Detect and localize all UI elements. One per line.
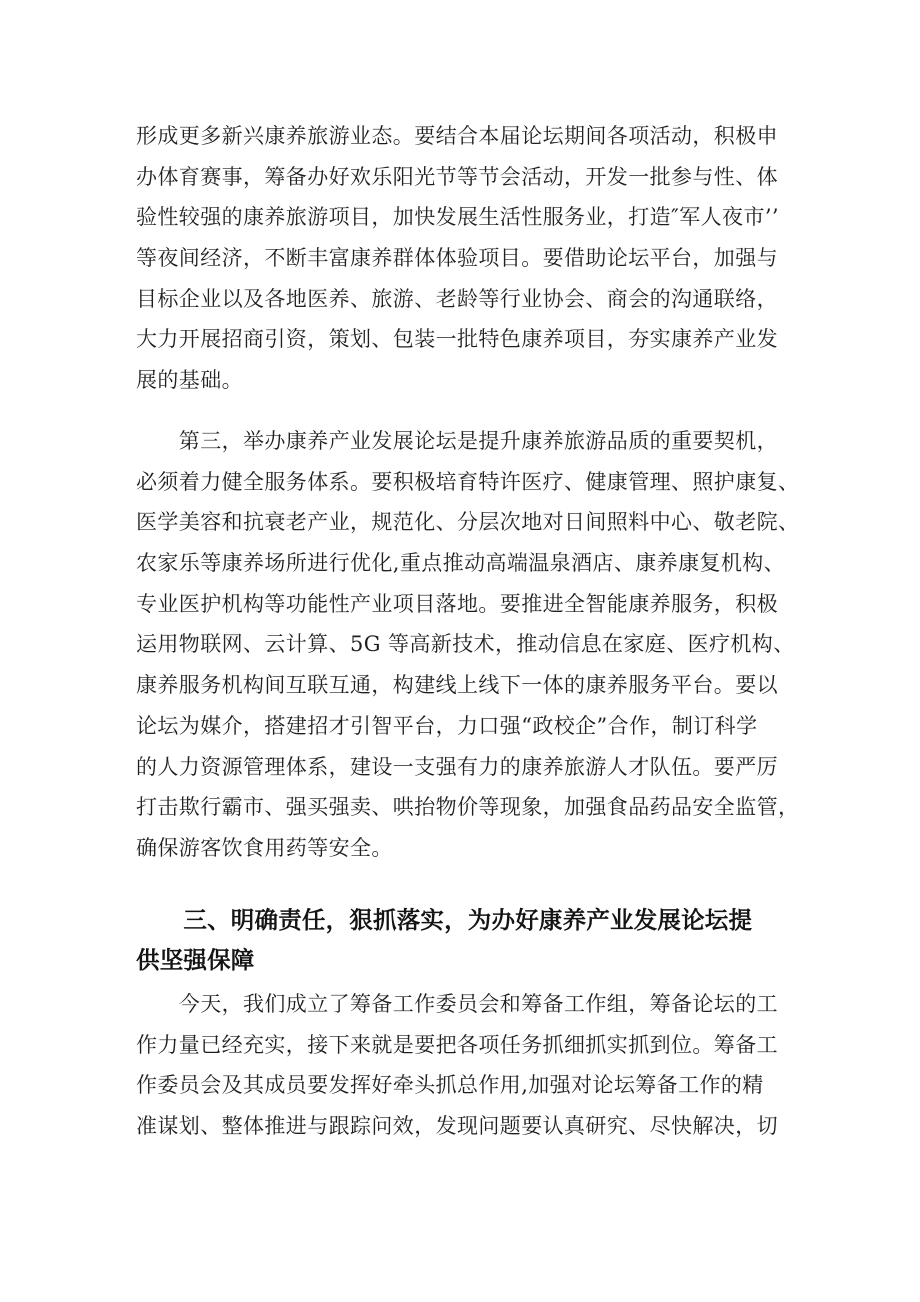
text-line: 目标企业以及各地医养、旅游、老龄等行业协会、商会的沟通联络，: [136, 286, 778, 311]
heading-line: 三、明确责任，狠抓落实，为办好康养产业发展论坛提: [136, 906, 753, 934]
text-line: 的人力资源管理体系，建设一支强有力的康养旅游人才队伍。要严厉: [136, 754, 778, 779]
text-line: 必须着力健全服务体系。要积极培育特许医疗、健康管理、照护康复、: [136, 469, 800, 494]
text-line: 作力量已经充实，接下来就是要把各项任务抓细抓实抓到位。筹备工: [136, 1032, 778, 1057]
text-line: 办体育赛事，筹备办好欢乐阳光节等节会活动，开发一批参与性、体: [136, 164, 778, 189]
text-line: 今天，我们成立了筹备工作委员会和筹备工作组，筹备论坛的工: [136, 992, 778, 1016]
text-line: 等夜间经济，不断丰富康养群体体验项目。要借助论坛平台，加强与: [136, 246, 778, 271]
text-line: 康养服务机构间互联互通，构建线上线下一体的康养服务平台。要以: [136, 673, 778, 698]
text-line: 打击欺行霸市、强买强卖、哄抬物价等现象，加强食品药品安全监管，: [136, 795, 800, 820]
text-line: 作委员会及其成员要发挥好牵头抓总作用,加强对论坛筹备工作的精: [136, 1073, 764, 1098]
text-line: 论坛为媒介，搭建招才引智平台，力口强“政校企”合作，制订科学: [136, 713, 758, 738]
text-line: 确保游客饮食用药等安全。: [136, 835, 393, 860]
text-line: 运用物联网、云计算、5G 等高新技术，推动信息在家庭、医疗机构、: [136, 632, 795, 657]
text-line: 医学美容和抗衰老产业，规范化、分层次地对日间照料中心、敬老院、: [136, 510, 800, 535]
section-heading: [136, 900, 816, 980]
paragraph-continuation: [136, 116, 806, 401]
heading-line: 供坚强保障: [136, 946, 255, 974]
text-line: 准谋划、整体推进与跟踪问效，发现问题要认真研究、尽快解决，切: [136, 1114, 778, 1139]
text-line: 验性较强的康养旅游项目，加快发展生活性服务业，打造″军人夜市’’: [136, 205, 779, 230]
paragraph-today: [136, 984, 806, 1147]
text-line: 农家乐等康养场所进行优化,重点推动高端温泉酒店、康养康复机构、: [136, 551, 786, 576]
text-line: 专业医护机构等功能性产业项目落地。要推进全智能康养服务，积极: [136, 591, 778, 616]
text-line: 形成更多新兴康养旅游业态。要结合本届论坛期间各项活动，积极申: [136, 124, 778, 148]
text-line: 大力开展招商引资，策划、包装一批特色康养项目，夯实康养产业发: [136, 327, 778, 352]
text-line: 第三，举办康养产业发展论坛是提升康养旅游品质的重要契机，: [136, 429, 778, 453]
paragraph-third: [136, 421, 806, 869]
text-line: 展的基础。: [136, 368, 243, 393]
